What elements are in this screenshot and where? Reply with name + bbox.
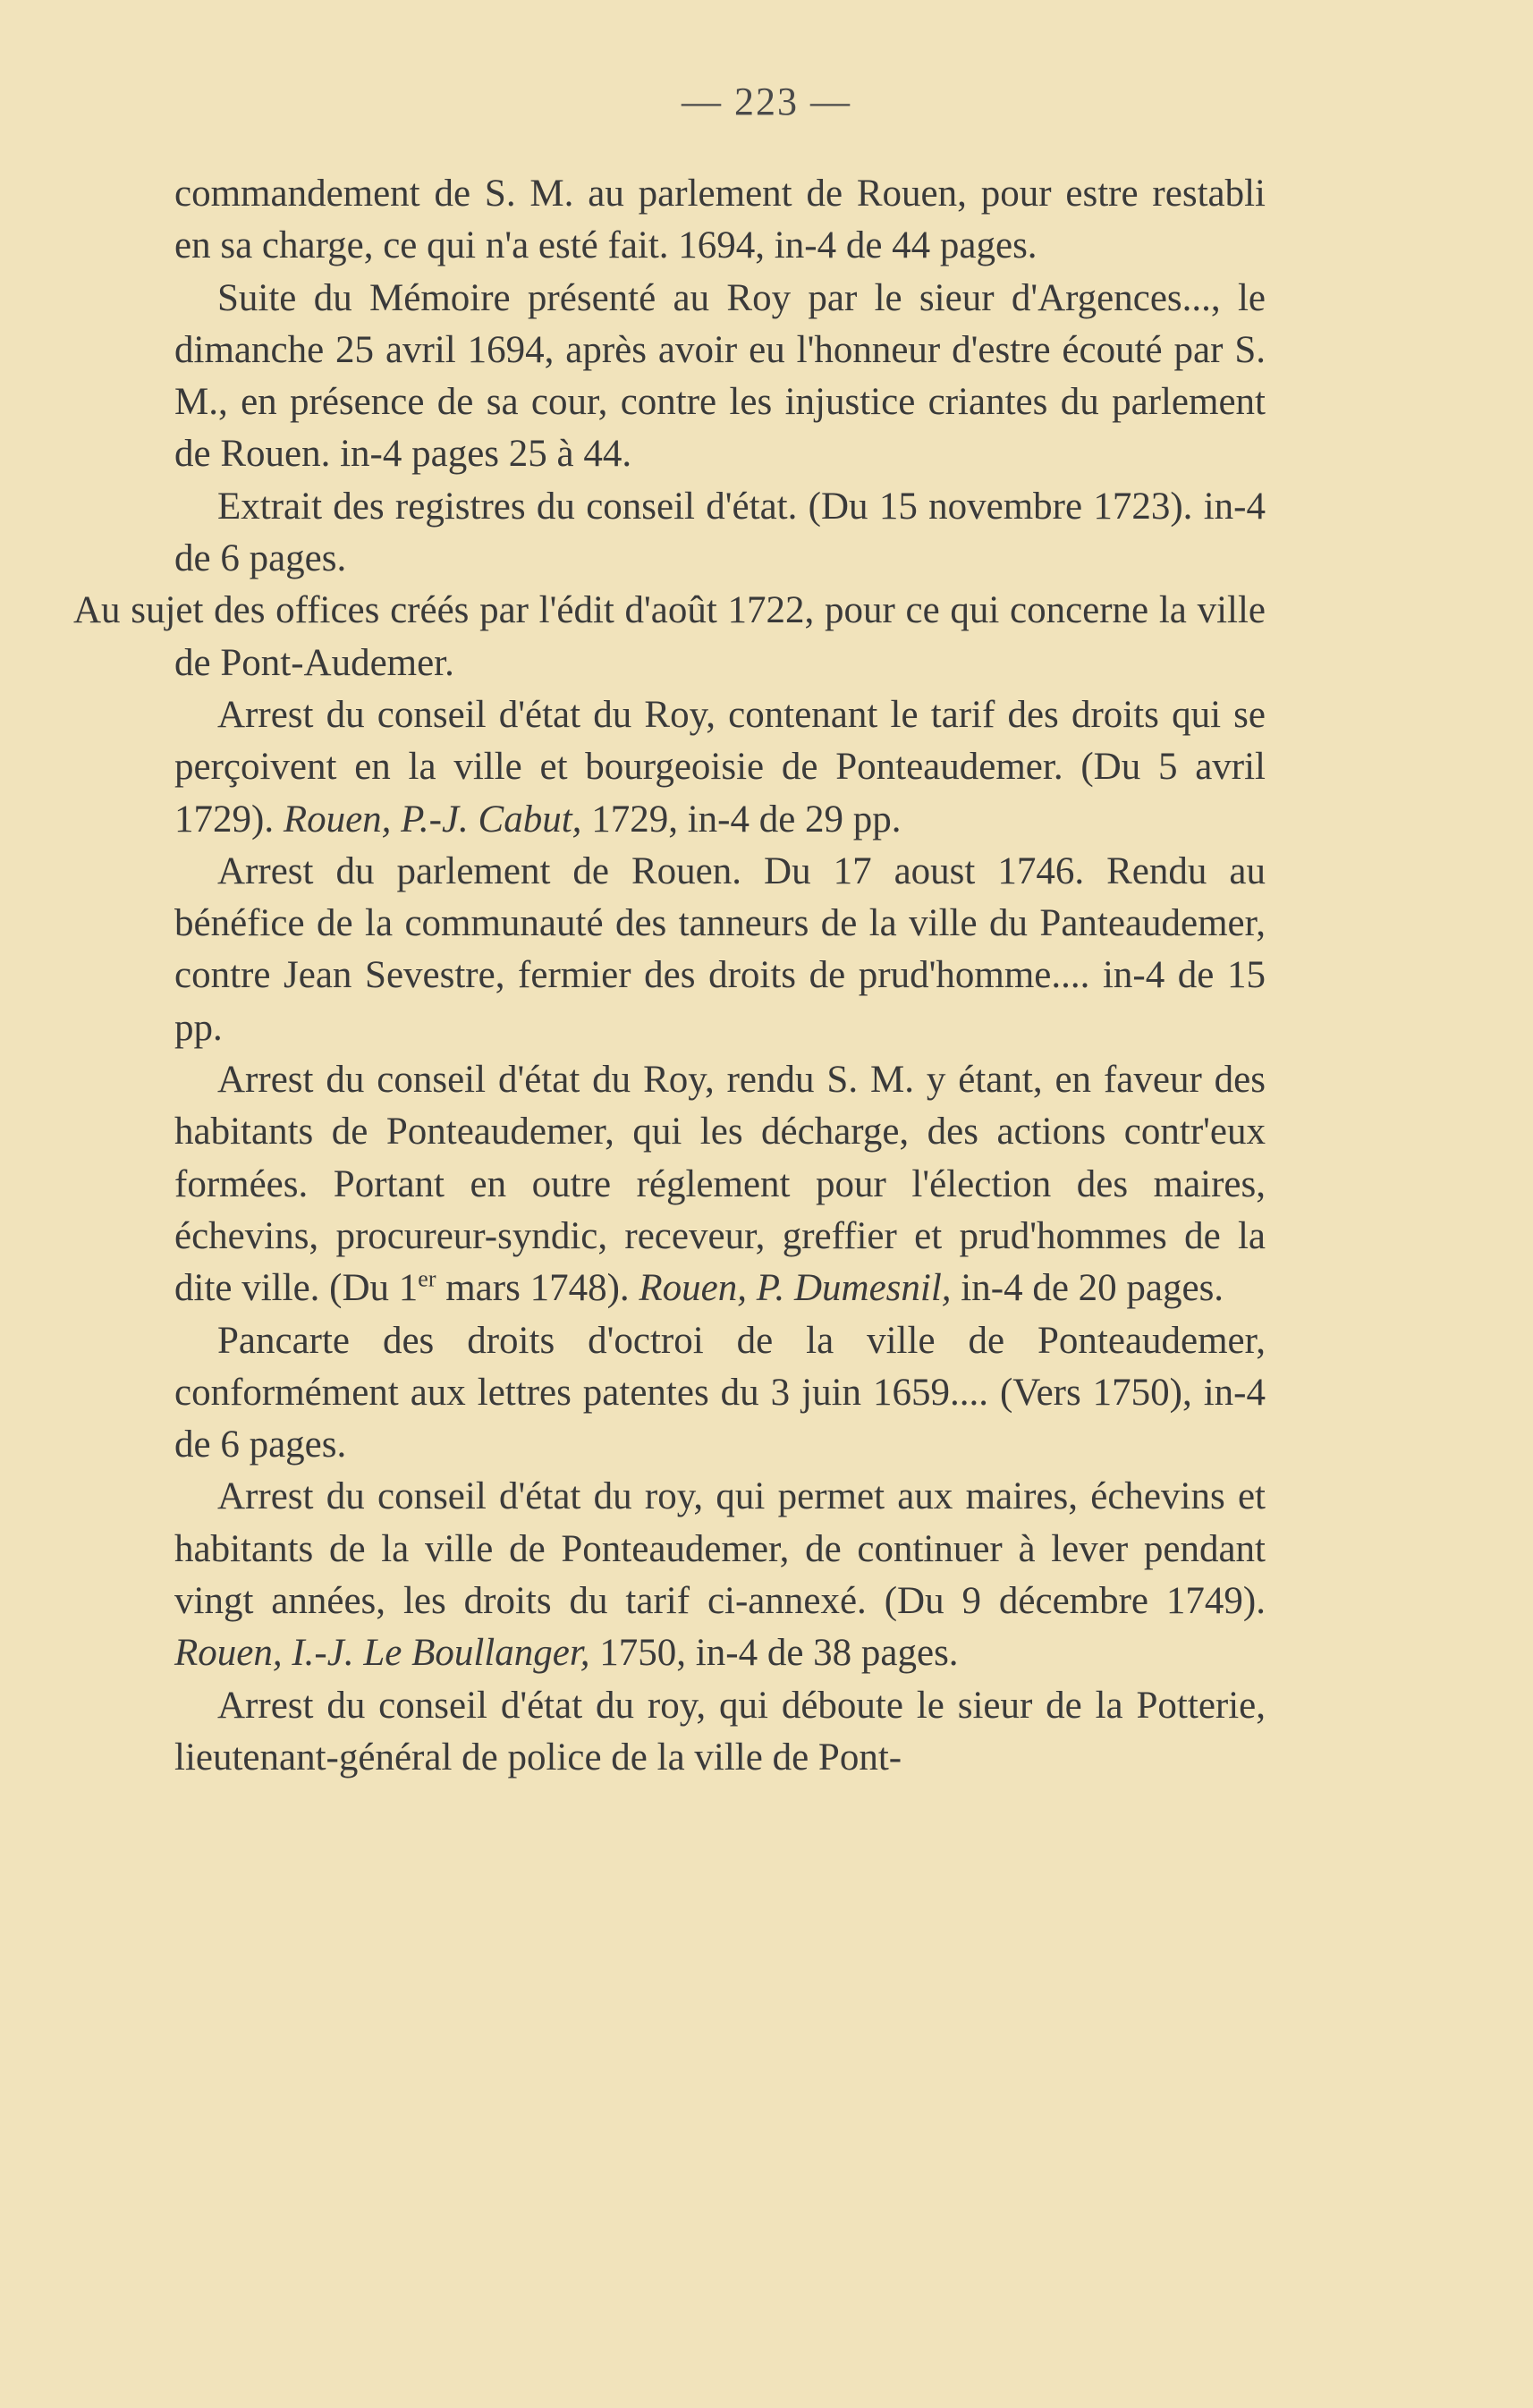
page-number: — 223 —	[682, 80, 851, 123]
paragraph-arrest-parlement: Arrest du parlement de Rouen. Du 17 aoust 1746. Rendu au bénéfice de la communauté des tanneurs de la ville du Panteaudemer, contre Jean Sevestre, fermier des droits de prud'homme.... in-4 de 15 pp.	[174, 849, 1266, 1049]
paragraph-arrest-potterie: Arrest du conseil d'état du roy, qui déboute le sieur de la Potterie, lieutenant-général de police de la ville de Pont-	[174, 1684, 1266, 1779]
paragraph-text: mars 1748).	[436, 1267, 639, 1310]
paragraph-pancarte: Pancarte des droits d'octroi de la ville de Ponteaudemer, conformément aux lettres patentes du 3 juin 1659.... (Vers 1750), in-4 de 6 pages.	[174, 1319, 1266, 1466]
publisher-imprint: Rouen, P.-J. Cabut,	[283, 798, 582, 841]
paragraph-continuation: commandement de S. M. au parlement de Rouen, pour estre restabli en sa charge, ce qui n'a esté fait. 1694, in-4 de 44 pages.	[174, 173, 1266, 267]
paragraph-text: in-4 de 20 pages.	[951, 1267, 1224, 1310]
section-heading-offices: Au sujet des offices créés par l'édit d'août 1722, pour ce qui concerne la ville de Pont-Audemer.	[73, 589, 1266, 684]
paragraph-text: Arrest du conseil d'état du roy, qui permet aux maires, échevins et habitants de la ville de Ponteaudemer, de continuer à lever pendant vingt années, les droits du tarif ci-annexé. (Du 9 décembre 1749).	[174, 1475, 1266, 1623]
paragraph-text: 1729, in-4 de 29 pp.	[581, 798, 902, 841]
paragraph-text: Arrest du conseil d'état du Roy, rendu S. M. y étant, en faveur des habitants de Ponteaudemer, qui les décharge, des actions contr'eux formées. Portant en outre réglement pour l'élection des maires, échevins, procureur-syndic, receveur, greffier et prud'hommes de la dite ville. (Du 1	[174, 1059, 1266, 1310]
paragraph-arrest-habitants	[174, 1054, 1266, 1314]
paragraph-arrest-vingt-annees	[174, 1471, 1266, 1679]
paragraph-arrest-tarif	[174, 689, 1266, 846]
paragraph-text: Arrest du conseil d'état du Roy, contenant le tarif des droits qui se perçoivent en la ville et bourgeoisie de Ponteaudemer. (Du 5 avril 1729).	[174, 693, 1266, 841]
publisher-imprint: Rouen, I.-J. Le Boullanger,	[174, 1632, 590, 1675]
paragraph-suite-memoire: Suite du Mémoire présenté au Roy par le sieur d'Argences..., le dimanche 25 avril 1694, après avoir eu l'honneur d'estre écouté par S. M., en présence de sa cour, contre les injustice criantes du parlement de Rouen. in-4 pages 25 à 44.	[174, 276, 1266, 476]
paragraph-text: 1750, in-4 de 38 pages.	[589, 1632, 959, 1675]
publisher-imprint: Rouen, P. Dumesnil,	[639, 1267, 952, 1310]
body-text	[73, 168, 1266, 1784]
paragraph-extrait-registres: Extrait des registres du conseil d'état. (Du 15 novembre 1723). in-4 de 6 pages.	[174, 485, 1266, 580]
superscript: er	[418, 1265, 436, 1292]
